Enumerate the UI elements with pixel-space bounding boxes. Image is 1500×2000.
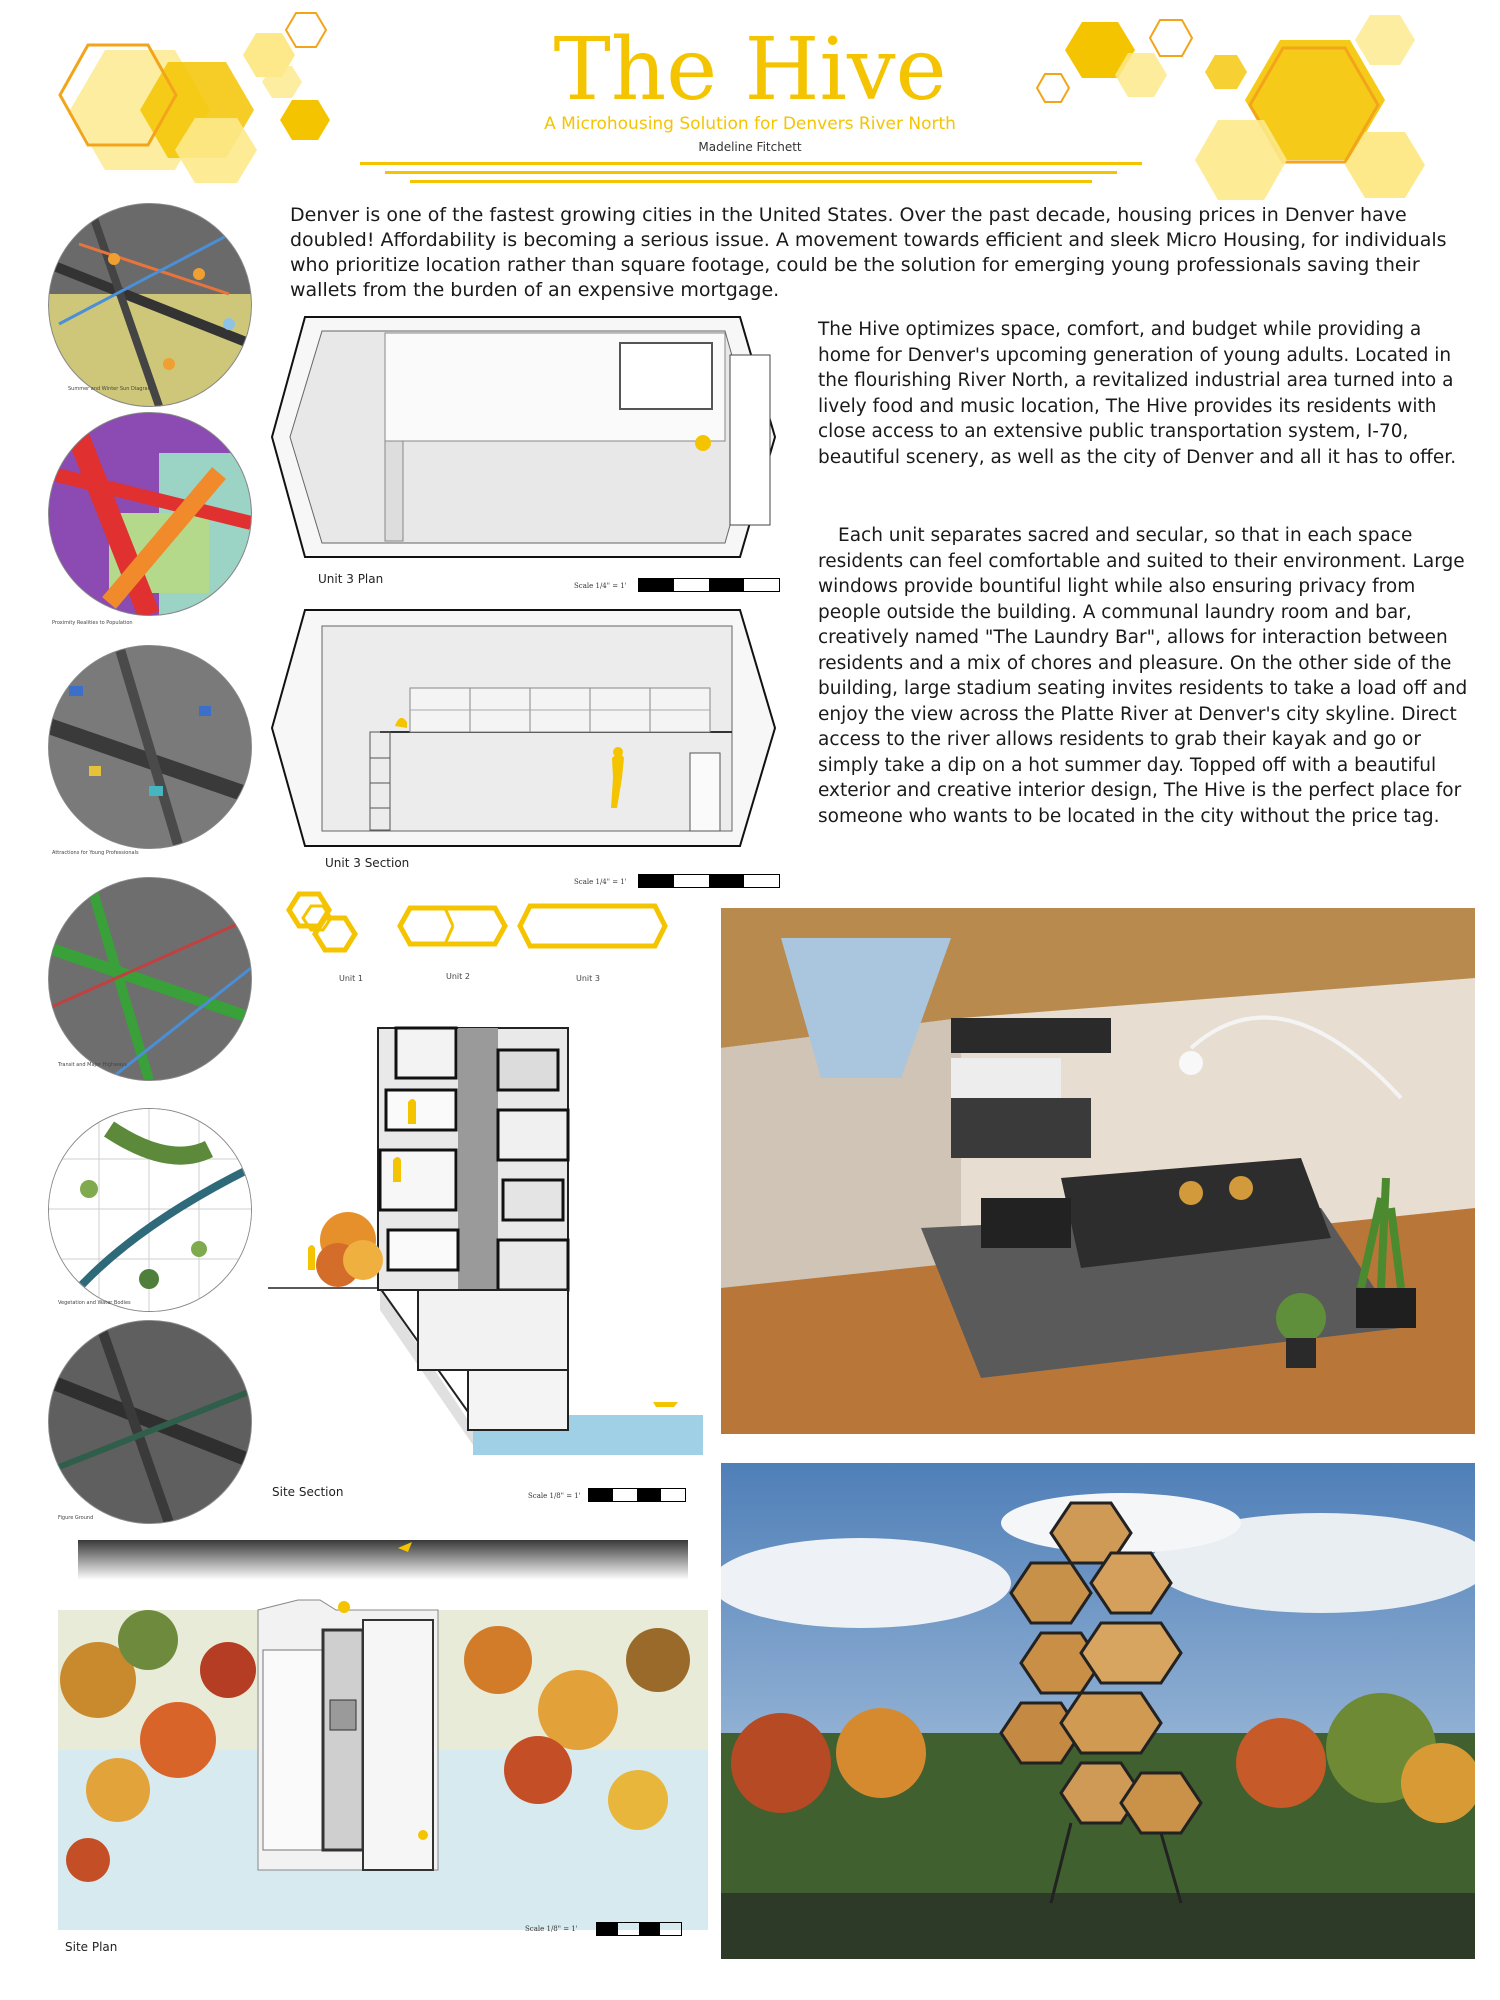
body-paragraph-2-text: Each unit separates sacred and secular, so that in each space residents can feel comfortable and suited to their environment. Large windows provide bountiful light while also ensuring privacy from people outside the building. A communal laundry room and bar, creatively named "The Laundry Bar", allows for interaction between residents and a mix of chores and pleasure. On the other side of the building, large stadium seating invites residents to take a load off and enjoy the view across the Platte River at Denver's city skyline. Direct access to the river allows residents to grab their kayak and go or simply take a dip on a hot summer day. Topped off with a beautiful exterior and creative interior design, The Hive is the perfect place for someone who wants to be located in the city without the price tag. [818, 525, 1468, 827]
site-section-scale-bar [588, 1488, 686, 1502]
map-caption-figure-ground: Figure Ground [58, 1515, 94, 1521]
unit-hex-icons [285, 888, 685, 968]
body-paragraph-1: The Hive optimizes space, comfort, and budget while providing a home for Denver's upcoming generation of young adults. Located in the flourishing River North, a revitalized industrial area turned into a lively food and music location, The Hive provides its residents with close access to an extensive public transportation system, I-70, beautiful scenery, as well as the city of Denver and all it has to offer. [818, 319, 1457, 468]
unit3-section-label: Unit 3 Section [325, 856, 410, 870]
unit3-plan-label: Unit 3 Plan [318, 572, 384, 586]
map-caption-transit: Transit and Major Highways [58, 1062, 127, 1068]
page-title: The Hive [553, 20, 947, 120]
site-section-label: Site Section [272, 1485, 344, 1499]
map-caption-vegetation: Vegetation and Water Bodies [58, 1300, 131, 1306]
author-name: Madeline Fitchett [698, 140, 802, 154]
map-caption-sun: Summer and Winter Sun Diagram [68, 386, 153, 392]
site-plan-label: Site Plan [65, 1940, 118, 1954]
map-caption-attractions: Attractions for Young Professionals [52, 850, 139, 856]
title-rule [360, 162, 1142, 165]
site-plan-scale-bar [596, 1922, 682, 1936]
section-scale-bar [638, 874, 780, 888]
intro-paragraph: Denver is one of the fastest growing cities in the United States. Over the past decade, housing prices in Denver have doubled! Affordability is becoming a serious issue. A movement towards efficient and sleek Micro Housing, for individuals who prioritize location rather than square footage, could be the solution for emerging young professionals saving their wallets from the burden of an expensive mortgage. [290, 204, 1447, 301]
plan-scale-bar [638, 578, 780, 592]
section-scale-text: Scale 1/4" = 1' [574, 878, 627, 886]
unit-3-label: Unit 3 [576, 974, 600, 983]
population-map [48, 412, 252, 616]
sun-diagram-map [48, 203, 252, 407]
map-caption-population: Proximity Realities to Population [52, 620, 133, 626]
body-paragraph-2 [818, 523, 1478, 829]
attractions-map [48, 645, 252, 849]
plan-scale-text: Scale 1/4" = 1' [574, 582, 627, 590]
vegetation-map [48, 1108, 252, 1312]
site-section-drawing [268, 990, 703, 1455]
page-subtitle: A Microhousing Solution for Denvers River North [544, 114, 956, 134]
site-plan-drawing [58, 1530, 708, 1930]
unit3-plan-drawing [270, 315, 785, 560]
figure-ground-map [48, 1320, 252, 1524]
exterior-render [721, 1463, 1475, 1959]
title-rule [385, 171, 1117, 174]
unit-2-label: Unit 2 [446, 972, 470, 981]
transit-map [48, 877, 252, 1081]
site-plan-scale-text: Scale 1/8" = 1' [525, 1925, 578, 1933]
interior-render [721, 908, 1475, 1434]
site-section-scale-text: Scale 1/8" = 1' [528, 1492, 581, 1500]
unit-1-label: Unit 1 [339, 974, 363, 983]
title-rule [410, 180, 1092, 183]
unit3-section-drawing [270, 608, 785, 848]
